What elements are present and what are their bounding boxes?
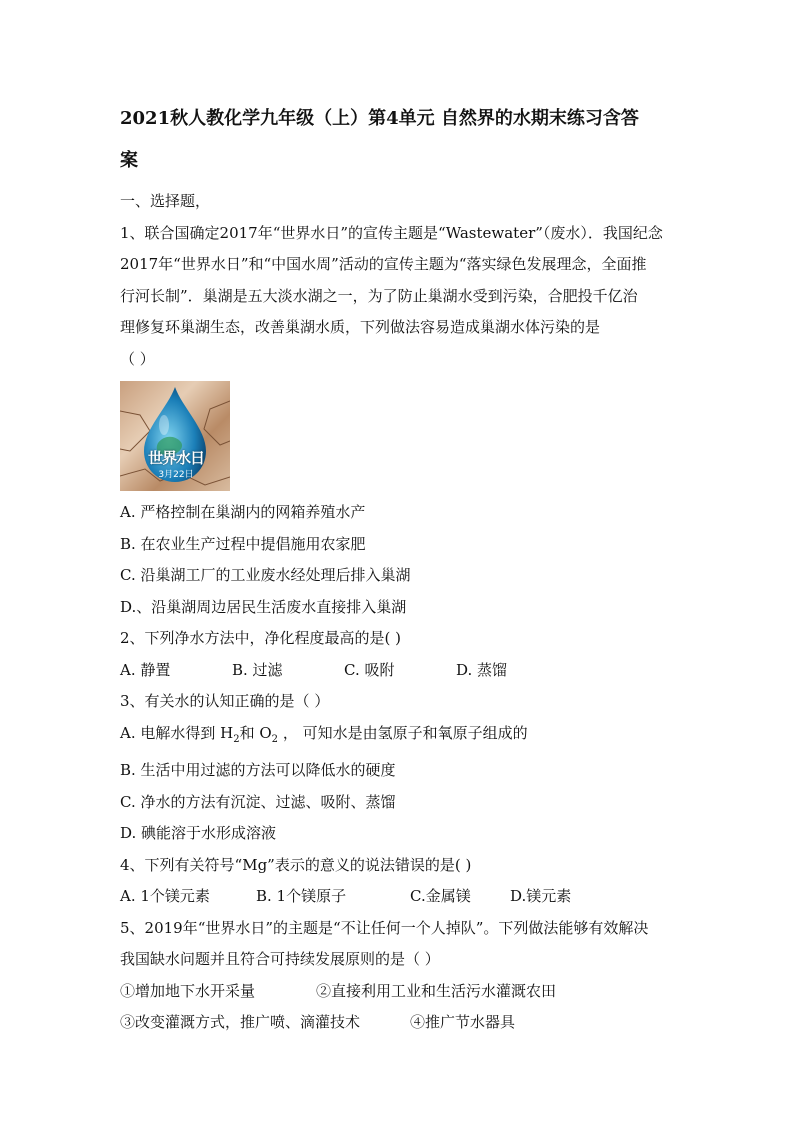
q2-option-d: D. 蒸馏	[456, 660, 508, 679]
q1-option-d: D.、沿巢湖周边居民生活废水直接排入巢湖	[120, 597, 407, 616]
world-water-day-image	[120, 381, 230, 491]
q4-option-d: D.镁元素	[510, 887, 572, 905]
q3-option-a-part3: ， 可知水是由氢原子和氧原子组成的	[278, 723, 528, 742]
q2-option-b: B. 过滤	[232, 660, 283, 679]
figure-date: 3月22日	[158, 470, 194, 480]
q2-stem: 2、下列净水方法中，净化程度最高的是( )	[120, 629, 402, 647]
q1-line-2: 2017年“世界水日”和“中国水周”活动的宣传主题为“落实绿色发展理念，全面推	[120, 255, 647, 273]
q2-option-a: A. 静置	[120, 660, 171, 679]
figure-caption: 世界水日	[147, 449, 204, 467]
q3-subscript-2: 2	[271, 733, 279, 745]
q5-choices-row-2	[120, 1007, 680, 1039]
q1-line-1: 1、联合国确定2017年“世界水日”的宣传主题是“Wastewater”（废水）．我国纪念	[120, 223, 663, 242]
q5-choice-1: ①增加地下水开采量	[120, 981, 256, 1000]
q3-stem: 3、有关水的认知正确的是（ ）	[120, 692, 330, 710]
q4-stem: 4、下列有关符号“Mg”表示的意义的说法错误的是( )	[120, 855, 472, 874]
q2-options	[120, 655, 680, 687]
question-4	[120, 850, 680, 913]
q3-option-a-part1: A. 电解水得到 H	[120, 723, 234, 742]
q5-choice-4: ④推广节水器具	[410, 1013, 516, 1031]
q1-option-a: A. 严格控制在巢湖内的网箱养殖水产	[120, 503, 366, 521]
q3-option-c: C. 净水的方法有沉淀、过滤、吸附、蒸馏	[120, 792, 396, 811]
q4-option-b: B. 1个镁原子	[256, 887, 347, 905]
q4-option-c: C.金属镁	[410, 887, 471, 905]
q1-option-c: C. 沿巢湖工厂的工业废水经处理后排入巢湖	[120, 566, 411, 584]
question-5	[120, 913, 680, 1039]
q3-option-a-part2: 和 O	[239, 723, 272, 742]
question-2	[120, 623, 680, 686]
q3-option-a	[120, 718, 680, 756]
section-heading: 一、选择题，	[120, 192, 211, 210]
document-page	[120, 98, 680, 1039]
q3-option-d: D. 碘能溶于水形成溶液	[120, 824, 277, 842]
q4-options	[120, 881, 680, 913]
document-title	[120, 98, 680, 182]
q5-choices-row-1	[120, 976, 680, 1008]
q2-option-c: C. 吸附	[344, 660, 395, 679]
title-line-1: 2021秋人教化学九年级（上）第4单元 自然界的水期末练习含答	[120, 108, 639, 129]
q1-line-3: 行河长制”．巢湖是五大淡水湖之一，为了防止巢湖水受到污染，合肥投千亿治	[120, 286, 638, 305]
q3-option-b: B. 生活中用过滤的方法可以降低水的硬度	[120, 761, 396, 779]
question-1	[120, 218, 680, 624]
q1-answer-blank: （ ）	[120, 349, 155, 368]
q4-option-a: A. 1个镁元素	[120, 887, 210, 905]
q5-choice-3: ③改变灌溉方式，推广喷、滴灌技术	[120, 1013, 361, 1031]
q3-subscript-1: 2	[233, 733, 240, 745]
title-line-2: 案	[120, 150, 138, 171]
q1-option-b: B. 在农业生产过程中提倡施用农家肥	[120, 534, 366, 553]
q1-line-4: 理修复环巢湖生态，改善巢湖水质，下列做法容易造成巢湖水体污染的是	[120, 318, 601, 336]
q5-choice-2: ②直接利用工业和生活污水灌溉农田	[316, 981, 557, 1000]
question-3	[120, 686, 680, 850]
q5-line-1: 5、2019年“世界水日”的主题是“不让任何一个人掉队”。下列做法能够有效解决	[120, 918, 649, 937]
q5-line-2: 我国缺水问题并且符合可持续发展原则的是（ ）	[120, 950, 440, 968]
